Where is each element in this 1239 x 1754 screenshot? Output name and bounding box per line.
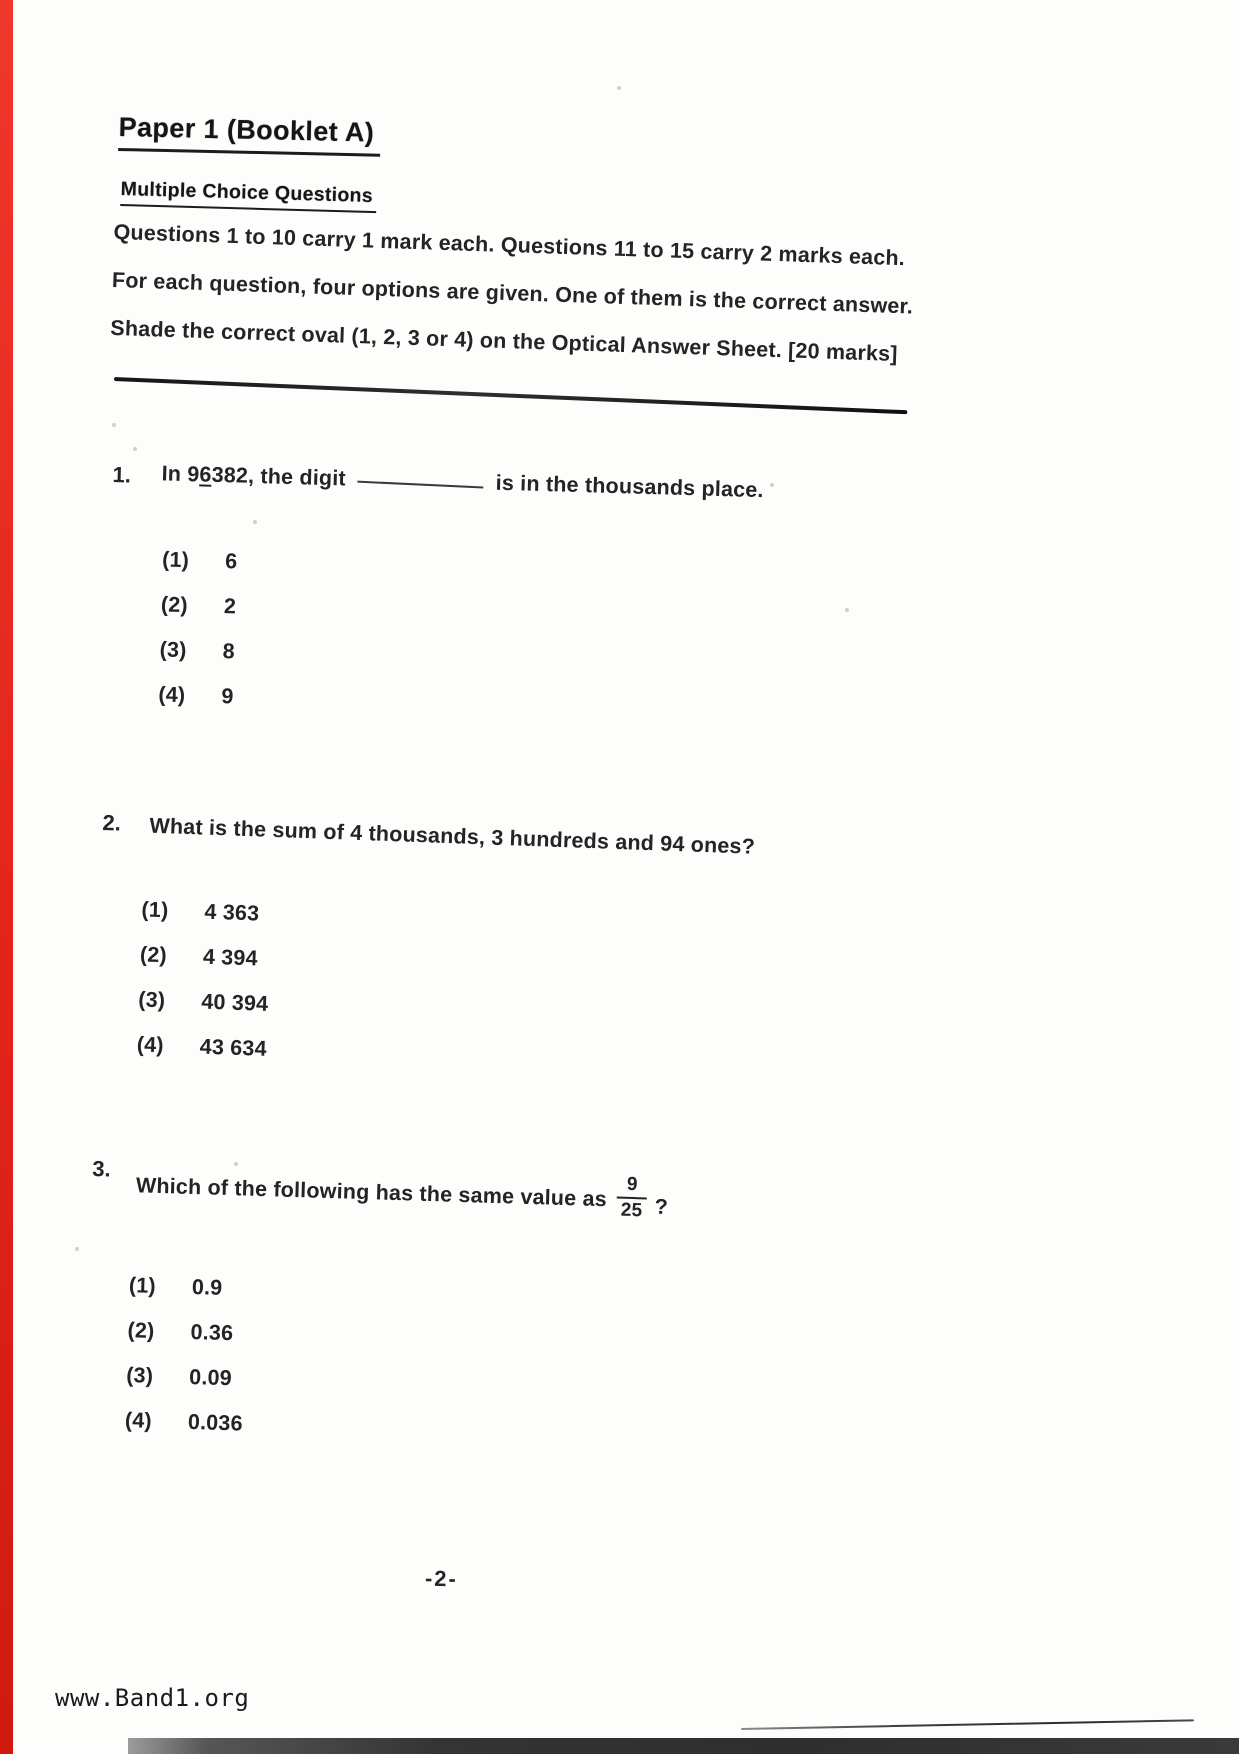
option-label: (3) [125,1363,154,1388]
option-row [160,592,236,639]
question-text-part: 382, the digit [211,462,347,491]
question-number: 2. [102,810,122,836]
option-row [140,897,271,947]
scan-artifact-line [741,1719,1194,1730]
option-value: 0.09 [188,1364,233,1391]
question-text-part: ? [654,1194,669,1219]
section-heading: Multiple Choice Questions [120,178,377,213]
option-row [127,1318,246,1366]
fraction-denominator: 25 [620,1199,643,1222]
question-text [135,1149,669,1237]
option-row [128,1273,247,1321]
option-value: 2 [223,594,237,619]
option-label: (2) [139,942,168,968]
option-value: 9 [221,684,234,709]
option-label: (1) [141,897,169,923]
options-list [124,1273,247,1456]
option-label: (4) [136,1032,165,1058]
fraction-numerator: 9 [626,1173,639,1195]
page-title: Paper 1 (Booklet A) [118,112,380,157]
question-text [161,461,764,503]
option-value: 43 634 [199,1034,268,1061]
option-value: 8 [222,639,236,664]
option-row [158,682,234,729]
option-value: 0.036 [187,1409,244,1436]
option-label: (3) [137,987,166,1013]
option-label: (2) [160,592,189,618]
scan-shadow-bar [128,1738,1239,1754]
question-text [149,814,755,860]
page-number: -2- [424,1565,459,1592]
fraction [616,1174,647,1221]
question-text-part: What is the sum of 4 thousands, 3 hundreds and 94 ones? [149,813,756,859]
option-label: (3) [159,637,187,663]
options-list [158,547,238,729]
underlined-digit: 6 [199,462,212,487]
option-row [161,547,237,594]
option-value: 0.9 [191,1275,223,1300]
option-label: (4) [158,682,186,708]
option-value: 40 394 [200,989,269,1016]
option-row [125,1363,244,1411]
instruction-line: Shade the correct oval (1, 2, 3 or 4) on the Optical Answer Sheet. [20 marks] [110,315,899,367]
option-row [136,1032,267,1082]
answer-blank-line [358,467,485,489]
section-divider-line [114,377,907,414]
question-number: 3. [92,1155,112,1182]
option-label: (1) [161,547,190,573]
instruction-line: For each question, four options are given. One of them is the correct answer. [111,267,914,319]
option-value: 4 394 [202,944,259,971]
option-value: 6 [224,549,238,574]
option-label: (2) [127,1318,155,1343]
option-label: (4) [124,1408,153,1433]
option-value: 0.36 [190,1319,234,1346]
option-label: (1) [128,1273,157,1298]
option-row [139,942,270,992]
question-text-part: In 9 [161,461,200,487]
options-list [136,897,272,1081]
option-row [137,987,268,1037]
question-text-part: is in the thousands place. [495,470,765,503]
question-number: 1. [112,461,132,488]
option-row [124,1408,243,1456]
option-value: 4 363 [204,899,260,926]
instruction-line: Questions 1 to 10 carry 1 mark each. Questions 11 to 15 carry 2 marks each. [113,220,906,271]
option-row [159,637,235,684]
watermark: www.Band1.org [55,1684,250,1712]
question-text-part: Which of the following has the same value as [135,1172,608,1211]
